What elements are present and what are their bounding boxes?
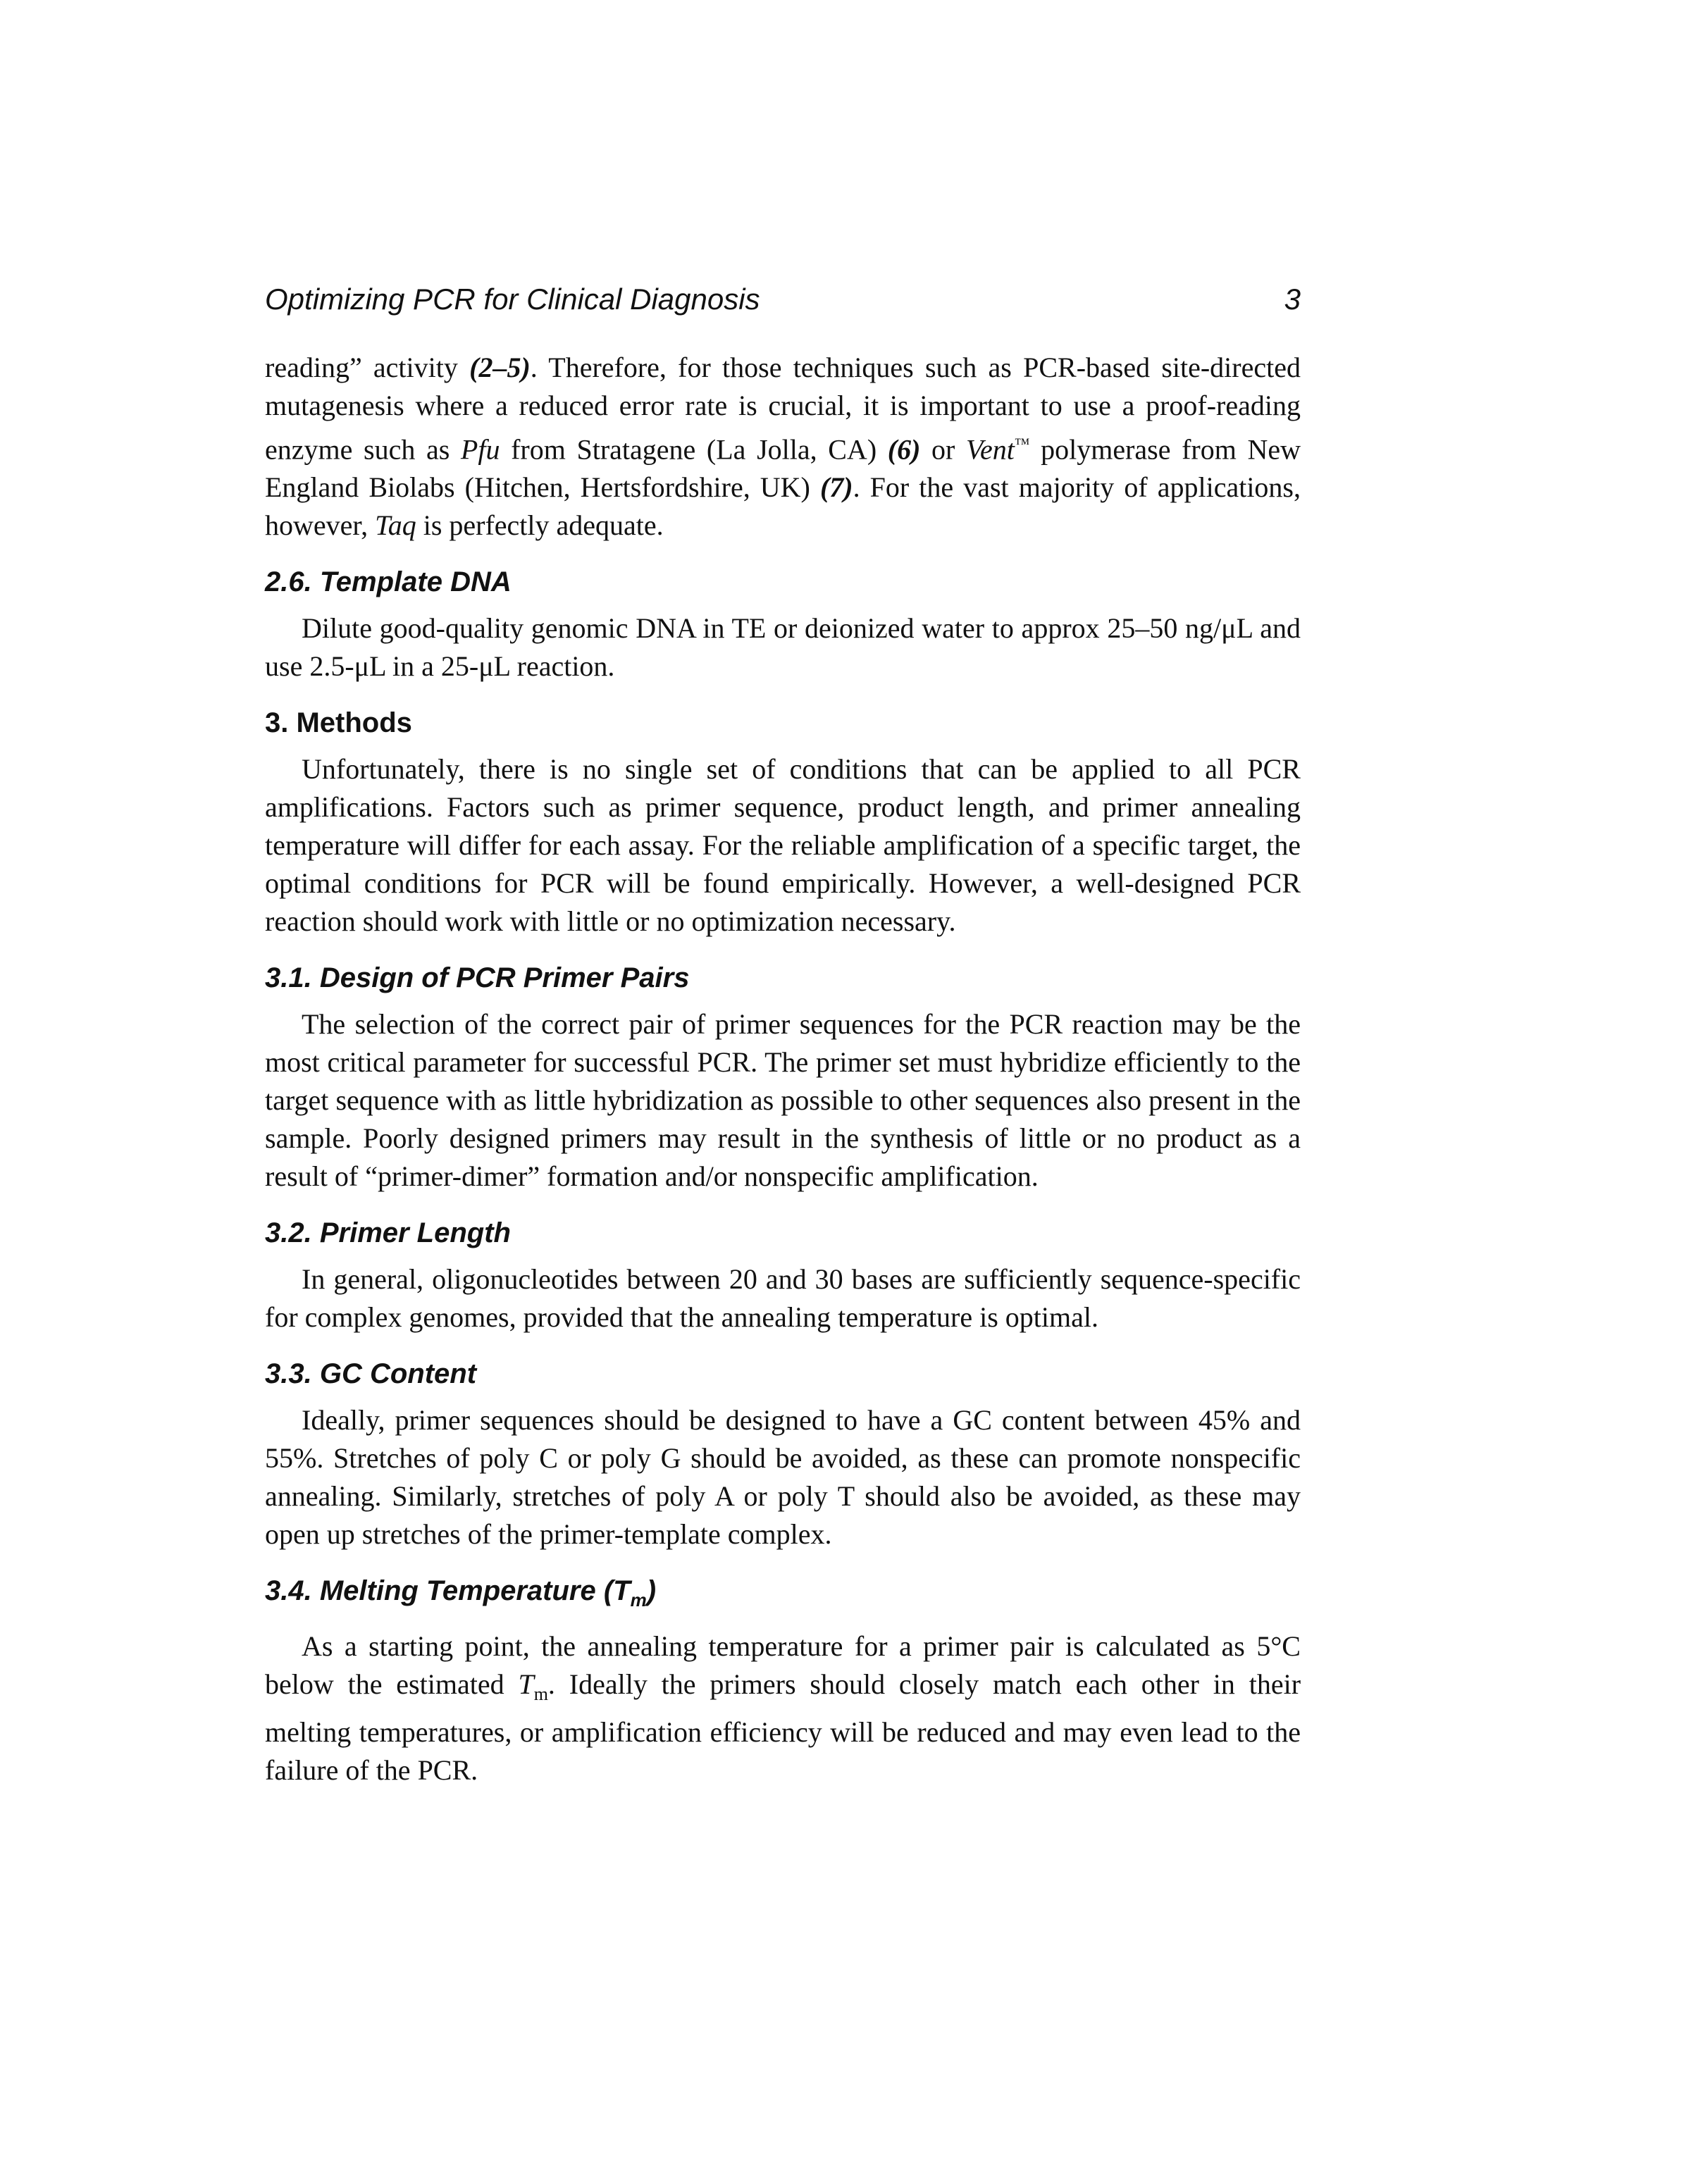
section-paragraph: As a starting point, the annealing temperature for a primer pair is calculated as 5°C below the estimated $T_m$. Ideally the primers should closely match each other in their melting temperatures, or amplification efficiency will be reduced and may even lead to the failure of the PCR. — [265, 1630, 1301, 1787]
section-paragraph: In general, oligonucleotides between 20 and 30 bases are sufficiently sequence-specific for complex genomes, provided that the annealing temperature is optimal. — [265, 1263, 1301, 1334]
section-paragraph: Dilute good-quality genomic DNA in TE or deionized water to approx 25–50 ng/μL and use 2.5-μL in a 25-μL reaction. — [265, 612, 1301, 683]
section-paragraph: Unfortunately, there is no single set of conditions that can be applied to all PCR amplifications. Factors such as primer sequence, product length, and primer annealing temperature will differ for each assay. For the reliable amplification of a specific target, the optimal conditions for PCR will be found empirically. However, a well-designed PCR reaction should work with little or no optimization necessary. — [265, 753, 1301, 938]
running-header — [265, 278, 1301, 321]
trademark-mark: ™ — [1014, 435, 1030, 452]
section-heading-3: 3. Methods — [265, 707, 412, 739]
citation[interactable]: (6) — [887, 433, 921, 466]
section-heading-3-2: 3.2. Primer Length — [265, 1217, 511, 1249]
section-heading-2-6: 2.6. Template DNA — [265, 566, 512, 598]
page-number: 3 — [1284, 283, 1301, 316]
paragraph-continuation: reading” activity (2–5). Therefore, for those techniques such as PCR-based site-directed mutagenesis where a reduced error rate is crucial, it is important to use a proof-reading enzyme such as Pfu from Stratagene (La Jolla, CA) (6) or Vent™ polymerase from New England Biolabs (Hitchen, Hertsfordshire, UK) (7). For the vast majority of applications, however, Taq is perfectly adequate. — [265, 352, 1301, 542]
enzyme-name: Pfu — [460, 433, 500, 466]
section-paragraph: The selection of the correct pair of primer sequences for the PCR reaction may be the most critical parameter for successful PCR. The primer set must hybridize efficiently to the target sequence with as little hybridization as possible to other sequences also present in the sample. Poorly designed primers may result in the synthesis of little or no product as a result of “primer-dimer” formation and/or nonspecific amplification. — [265, 1008, 1301, 1193]
section-heading-3-4: 3.4. Melting Temperature $(T_m)$ — [265, 1575, 657, 1611]
citation[interactable]: (2–5) — [469, 352, 531, 383]
tm-symbol: T — [518, 1668, 534, 1701]
running-title: Optimizing PCR for Clinical Diagnosis — [265, 283, 760, 316]
section-paragraph: Ideally, primer sequences should be designed to have a GC content between 45% and 55%. Stretches of poly C or poly G should be avoided, as these can promote nonspecific annealing. Similarly, stretches of poly A or poly T should also be avoided, as these may open up stretches of the primer-template complex. — [265, 1404, 1301, 1551]
body-text — [265, 349, 1301, 1789]
enzyme-name: Taq — [375, 509, 416, 542]
section-heading-3-3: 3.3. GC Content — [265, 1358, 477, 1390]
page — [265, 278, 1301, 1789]
citation[interactable]: (7) — [819, 471, 853, 504]
enzyme-name: Vent — [966, 433, 1015, 466]
section-heading-3-1: 3.1. Design of PCR Primer Pairs — [265, 962, 690, 994]
